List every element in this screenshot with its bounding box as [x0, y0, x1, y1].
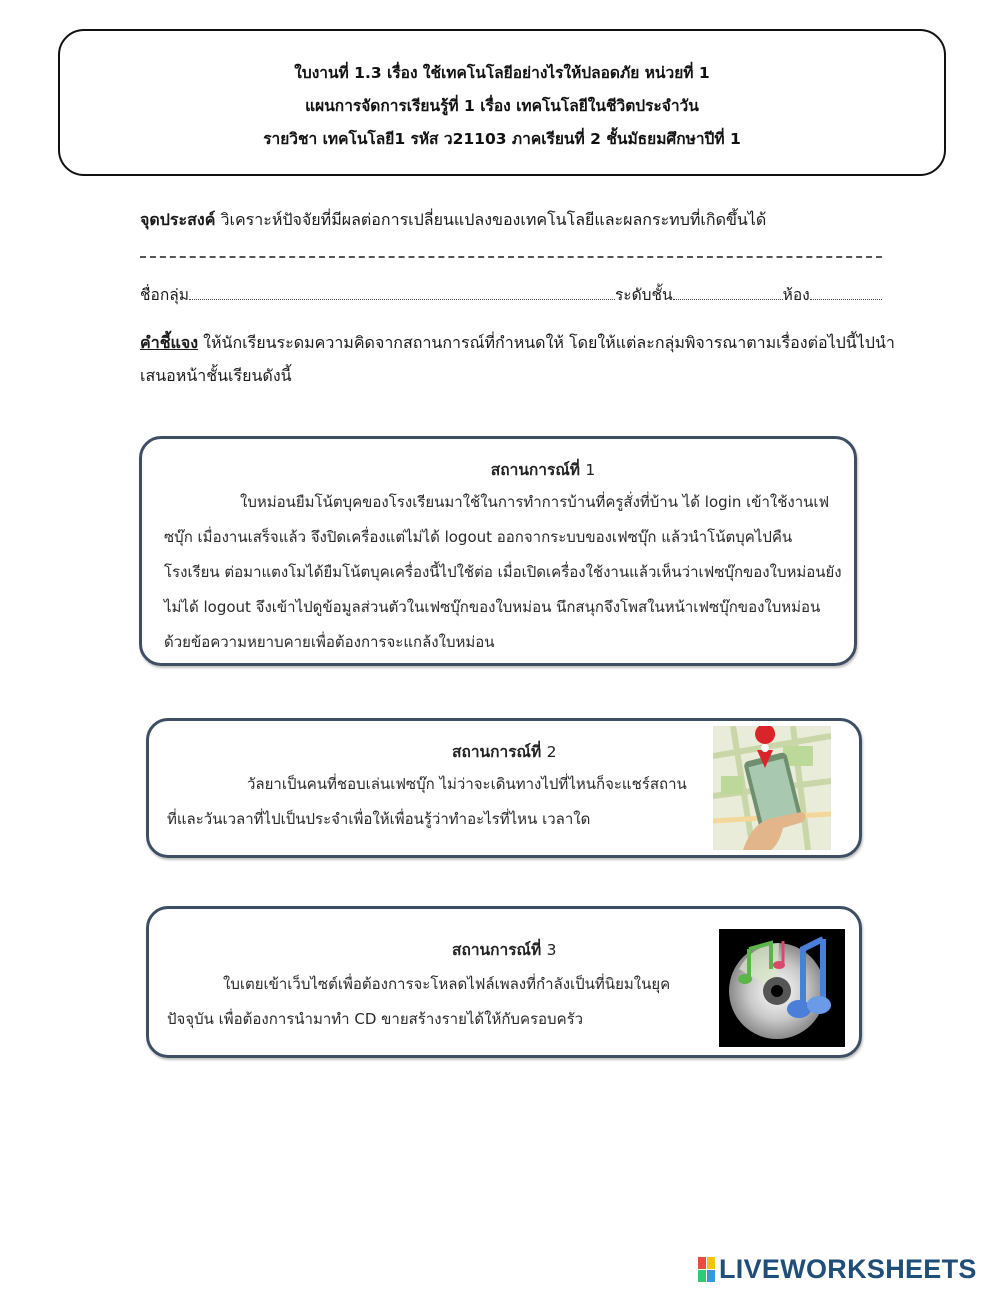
header-line-3: รายวิชา เทคโนโลยี1 รหัส ว21103 ภาคเรียนที่ 2 ชั้นมัธยมศึกษาปีที่ 1: [263, 130, 741, 148]
phone-map-pin-image: [713, 726, 831, 850]
scenario-1-text: ใบหม่อนยืมโน้ตบุคของโรงเรียนมาใช้ในการทำการบ้านที่ครูสั่งที่บ้าน ได้ login เข้าใช้งานเฟซบุ๊ก เมื่องานเสร็จแล้ว จึงปิดเครื่องแต่ไม่ได้ logout ออกจากระบบของเฟซบุ๊ก แล้วนำโน้ตบุคไปคืนโรงเรียน ต่อมาแตงโมได้ยืมโน้ตบุคเครื่องนี้ไปใช้ต่อ เมื่อเปิดเครื่องใช้งานแล้วเห็นว่าเฟซบุ๊กของใบหม่อนยังไม่ได้ logout จึงเข้าไปดูข้อมูลส่วนตัวในเฟซบุ๊กของใบหม่อน นึกสนุกจึงโพสในหน้าเฟซบุ๊กของใบหม่อนด้วยข้อความหยาบคายเพื่อต้องการจะแกล้งใบหม่อน: [164, 493, 842, 651]
group-label: ชื่อกลุ่ม: [140, 286, 189, 304]
separator-dashed: [140, 256, 882, 258]
objective-label: จุดประสงค์: [140, 210, 216, 229]
room-label: ห้อง: [782, 286, 810, 304]
scenario-2-text: วัลยาเป็นคนที่ชอบเล่นเฟซบุ๊ก ไม่ว่าจะเดินทางไปที่ไหนก็จะแชร์สถานที่และวันเวลาที่ไปเป็นประจำเพื่อให้เพื่อนรู้ว่าทำอะไรที่ไหน เวลาใด: [167, 775, 687, 828]
level-field[interactable]: [673, 285, 783, 300]
brand-text: LIVEWORKSHEETS: [719, 1254, 977, 1284]
cd-music-notes-image: [719, 929, 845, 1047]
scenario-1-title: สถานการณ์ที่ 1: [490, 461, 596, 479]
header-line-2: แผนการจัดการเรียนรู้ที่ 1 เรื่อง เทคโนโลยีในชีวิตประจำวัน: [305, 97, 699, 115]
scenario-2-box: [146, 718, 862, 858]
worksheet-header: [58, 29, 946, 176]
scenario-3-box: [146, 906, 862, 1058]
instruction-text: ให้นักเรียนระดมความคิดจากสถานการณ์ที่กำหนดให้ โดยให้แต่ละกลุ่มพิจารณาตามเรื่องต่อไปนี้ไปนำเสนอหน้าชั้นเรียนดังนี้: [140, 333, 895, 385]
scenario-3-title: สถานการณ์ที่ 3: [452, 941, 557, 959]
group-name-field[interactable]: [189, 285, 615, 300]
group-info-row: [140, 282, 895, 307]
scenario-1-box: [139, 436, 857, 666]
level-label: ระดับชั้น: [614, 286, 673, 304]
scenario-3-text: ใบเตยเข้าเว็บไซต์เพื่อต้องการจะโหลดไฟล์เพลงที่กำลังเป็นที่นิยมในยุคปัจจุบัน เพื่อต้องการนำมาทำ CD ขายสร้างรายได้ให้กับครอบครัว: [167, 975, 671, 1028]
liveworksheets-logo: [698, 1254, 977, 1285]
header-line-1: ใบงานที่ 1.3 เรื่อง ใช้เทคโนโลยีอย่างไรให้ปลอดภัย หน่วยที่ 1: [294, 64, 710, 82]
objective: [140, 208, 766, 233]
liveworksheets-logo-icon: [698, 1257, 715, 1282]
instruction-label: คำชี้แจง: [140, 333, 199, 352]
objective-text: วิเคราะห์ปัจจัยที่มีผลต่อการเปลี่ยนแปลงของเทคโนโลยีและผลกระทบที่เกิดขึ้นได้: [220, 210, 767, 229]
scenario-2-title: สถานการณ์ที่ 2: [452, 743, 557, 761]
room-field[interactable]: [810, 285, 882, 300]
instruction: [140, 326, 900, 392]
